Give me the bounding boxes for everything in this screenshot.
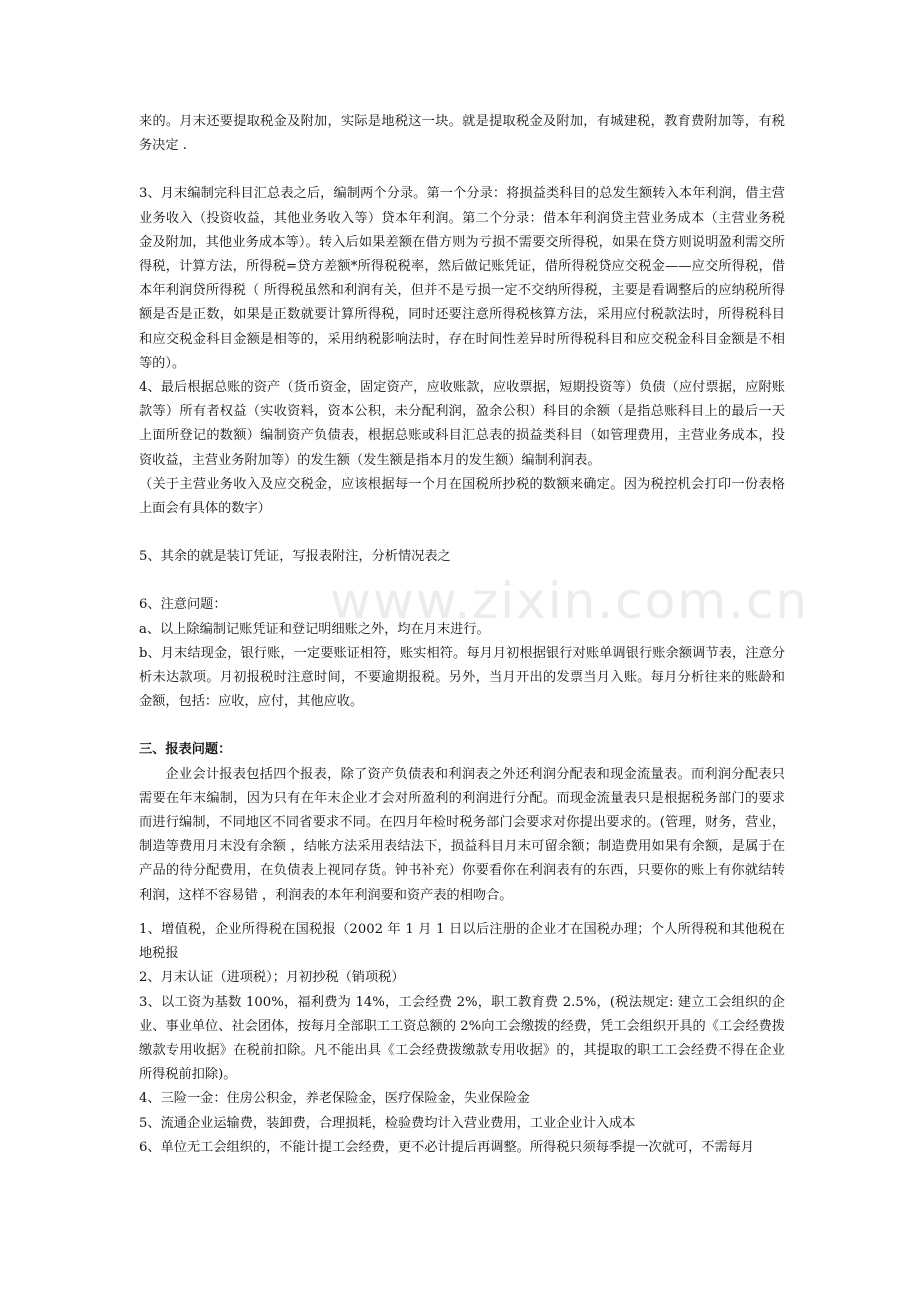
- paragraph-list-4: 4、三险一金：住房公积金，养老保险金，医疗保险金，失业保险金: [139, 1091, 530, 1107]
- paragraph-step-3: 3、月末编制完科目汇总表之后，编制两个分录。第一个分录：将损益类科目的总发生额转入本年利润，借主营业务收入（投资收益，其他业务收入等）贷本年利润。第二个分录：借本年利润贷主营业务成本（主营业务税金及附加，其他业务成本等）。转入后如果差额在借方则为亏损不需要交所得税，如果在贷方则说明盈利需交所得税，计算方法，所得税=贷方差额*所得税税率，然后做记账凭证，借所得税贷应交税金——应交所得税，借本年利润贷所得税（ 所得税虽然和利润有关，但并不是亏损一定不交纳所得税，主要是看调整后的应纳税所得额是否是正数，如果是正数就要计算所得税，同时还要注意所得税核算方法，采用应付税款法时，所得税科目和应交税金科目金额是相等的，采用纳税影响法时，存在时间性差异时所得税科目和应交税金科目金额是不相等的）。: [139, 186, 785, 371]
- paragraph-tax-surcharge: 来的。月末还要提取税金及附加，实际是地税这一块。就是提取税金及附加，有城建税，教育费附加等，有税务决定 .: [139, 114, 785, 154]
- paragraph-list-3: 3、以工资为基数 100%，福利费为 14%，工会经费 2%，职工教育费 2.5%，(税法规定: 建立工会组织的企业、事业单位、社会团体，按每月全部职工工资总额的 2%向工会缴拨的经费，凭工会组织开具的《工会经费拨缴款专用收据》在税前扣除。凡不能出具《工会经费拨缴款专用收据》的，其提取的职工工会经费不得在企业所得税前扣除)。: [139, 994, 785, 1083]
- paragraph-step-5: 5、其余的就是装订凭证，写报表附注，分析情况表之: [139, 549, 451, 565]
- paragraph-step-6: 6、注意问题：: [139, 597, 227, 613]
- paragraph-note: （关于主营业务收入及应交税金，应该根据每一个月在国税所抄税的数额来确定。因为税控机会打印一份表格上面会有具体的数字）: [139, 476, 785, 517]
- paragraph-list-1: 1、增值税，企业所得税在国税报（2002 年 1 月 1 日以后注册的企业才在国税办理；个人所得税和其他税在地税报: [139, 921, 785, 962]
- paragraph-reports: 企业会计报表包括四个报表，除了资产负债表和利润表之外还利润分配表和现金流量表。而利润分配表只需要在年末编制，因为只有在年末企业才会对所盈利的利润进行分配。而现金流量表只是根据税务部门的要求而进行编制，不同地区不同省要求不同。在四月年检时税务部门会要求对你提出要求的。(管理，财务，营业，制造等费用月末没有余额 ，结帐方法采用表结法下，损益科目月末可留余额；制造费用如果有余额，是属于在产品的待分配费用，在负债表上视同存货。钟书补充）你要看你在利润表有的东西，只要你的账上有你就结转利润，这样不容易错 ，利润表的本年利润要和资产表的相吻合。: [139, 766, 785, 903]
- paragraph-item-a: a、以上除编制记账凭证和登记明细账之外，均在月末进行。: [139, 621, 490, 637]
- paragraph-list-5: 5、流通企业运输费，装卸费，合理损耗，检验费均计入营业费用，工业企业计入成本: [139, 1115, 636, 1131]
- section-heading: 三、报表问题：: [139, 742, 232, 758]
- paragraph-step-4: 4、最后根据总账的资产（货币资金，固定资产，应收账款，应收票据，短期投资等）负债（应付票据，应附账款等）所有者权益（实收资料，资本公积，未分配利润，盈余公积）科目的余额（是指总账科目上的最后一天上面所登记的数额）编制资产负债表，根据总账或科目汇总表的损益类科目（如管理费用，主营业务成本，投资收益，主营业务附加等）的发生额（发生额是指本月的发生额）编制利润表。: [139, 380, 785, 468]
- paragraph-item-b: b、月末结现金，银行账，一定要账证相符，账实相符。每月月初根据银行对账单调银行账余额调节表，注意分析未达款项。月初报税时注意时间，不要逾期报税。另外，当月开出的发票当月入账。每月分析往来的账龄和金额，包括：应收，应付，其他应收。: [139, 645, 785, 710]
- watermark: www.zixin.com.cn: [330, 572, 810, 630]
- paragraph-list-6: 6、单位无工会组织的，不能计提工会经费，更不必计提后再调整。所得税只须每季提一次就可，不需每月: [139, 1139, 755, 1155]
- paragraph-list-2: 2、月末认证（进项税）；月初抄税（销项税）: [139, 970, 405, 986]
- document-body: [139, 110, 785, 1160]
